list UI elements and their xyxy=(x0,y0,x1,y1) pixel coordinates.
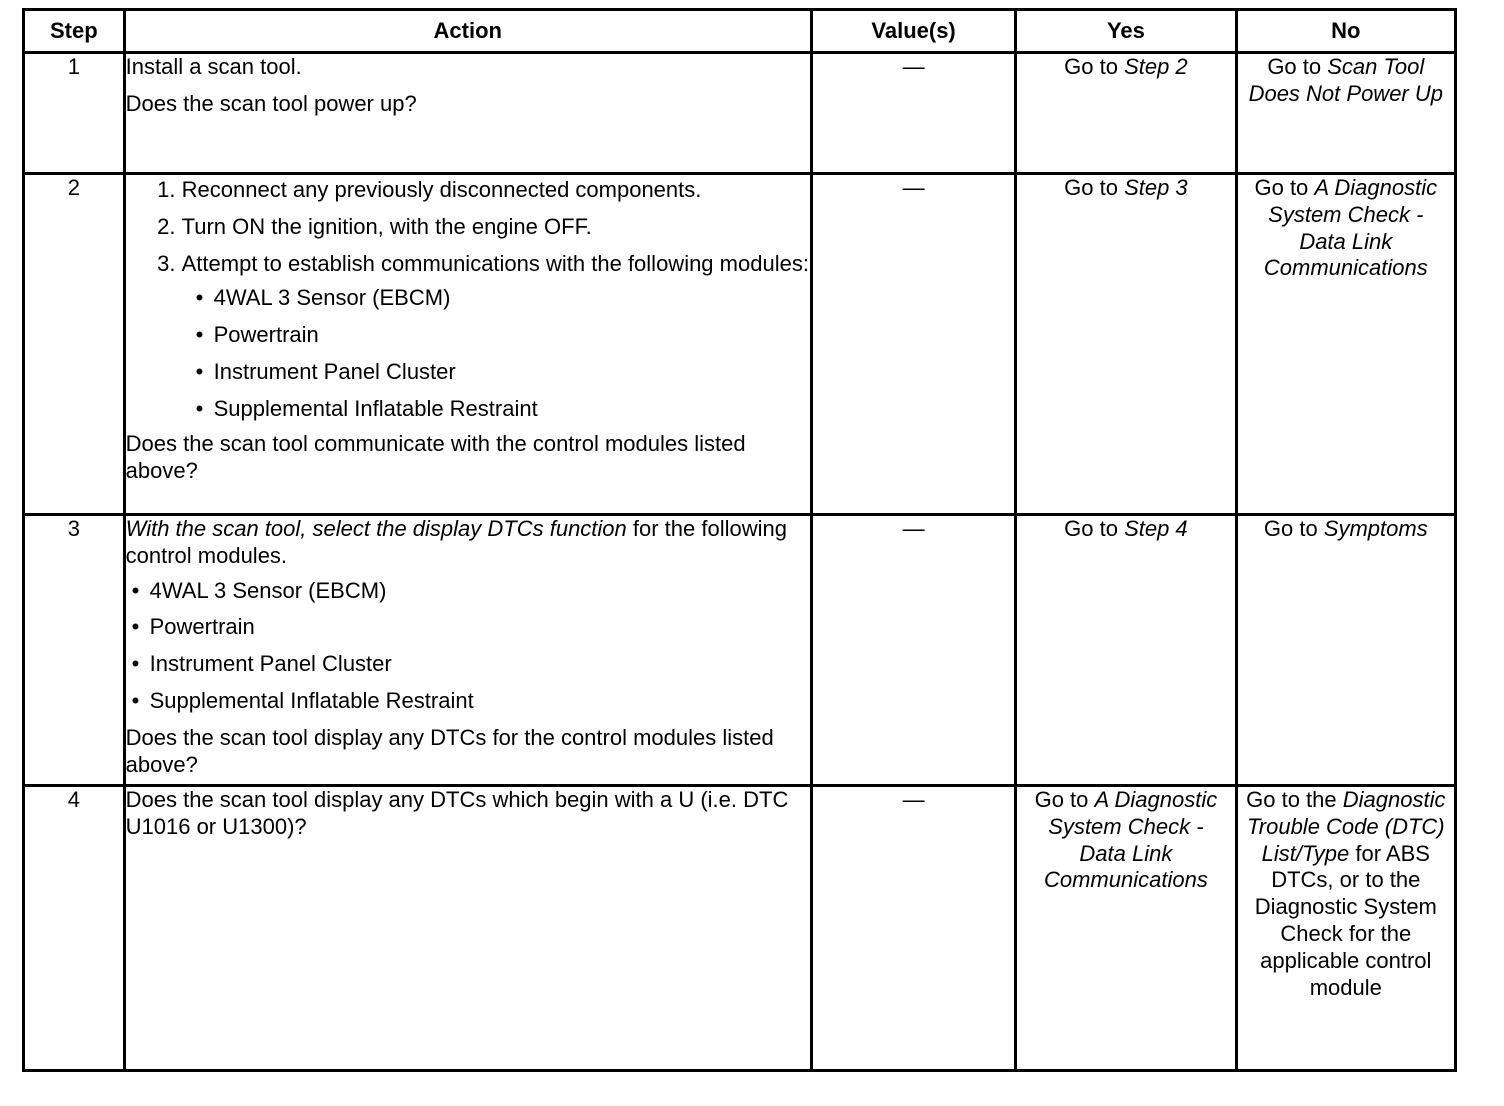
module-item: • Powertrain xyxy=(190,322,810,349)
yes-cell xyxy=(1016,174,1236,515)
module-item: • Supplemental Inflatable Restraint xyxy=(190,396,810,423)
yes-cell xyxy=(1016,53,1236,174)
step-number: 3 xyxy=(24,515,125,786)
module-item: • 4WAL 3 Sensor (EBCM) xyxy=(190,285,810,312)
no-suffix: for ABS DTCs, or to the Diagnostic System Check for the applicable control module xyxy=(1254,840,1437,1000)
action-cell xyxy=(124,786,811,1071)
no-cell xyxy=(1236,174,1455,515)
table-row-step-1 xyxy=(24,53,1456,174)
procedure-step xyxy=(182,251,810,423)
header-step: Step xyxy=(24,10,125,53)
step-number: 2 xyxy=(24,174,125,515)
module-item: • 4WAL 3 Sensor (EBCM) xyxy=(126,578,810,605)
no-prefix: Go to the xyxy=(1246,787,1343,812)
action-cell xyxy=(124,53,811,174)
procedure-step: 2. Turn ON the ignition, with the engine OFF. xyxy=(182,214,810,241)
value-cell: — xyxy=(811,786,1015,1071)
yes-link[interactable]: Step 4 xyxy=(1124,516,1188,541)
value-cell: — xyxy=(811,515,1015,786)
action-intro-italic: With the scan tool, select the display DTCs function xyxy=(125,516,627,541)
yes-link[interactable]: A Diagnostic System Check - Data Link Communications xyxy=(1043,787,1218,893)
yes-prefix: Go to xyxy=(1064,54,1125,79)
no-prefix: Go to xyxy=(1254,175,1315,200)
no-cell xyxy=(1236,53,1455,174)
action-cell xyxy=(124,515,811,786)
no-link[interactable]: Diagnostic Trouble Code (DTC) List/Type xyxy=(1246,787,1446,866)
yes-link[interactable]: Step 3 xyxy=(1124,175,1188,200)
table-row-step-4 xyxy=(24,786,1456,1071)
header-action: Action xyxy=(124,10,811,53)
module-item: • Instrument Panel Cluster xyxy=(190,359,810,386)
table-row-step-3 xyxy=(24,515,1456,786)
header-yes: Yes xyxy=(1016,10,1236,53)
yes-link[interactable]: Step 2 xyxy=(1124,54,1188,79)
yes-prefix: Go to xyxy=(1064,175,1125,200)
procedure-step: 1. Reconnect any previously disconnected components. xyxy=(182,177,810,204)
no-prefix: Go to xyxy=(1267,54,1328,79)
no-link[interactable]: Symptoms xyxy=(1323,516,1428,541)
action-question: Does the scan tool communicate with the control modules listed above? xyxy=(125,430,746,483)
action-question: Does the scan tool power up? xyxy=(125,90,417,116)
no-link[interactable]: Scan Tool Does Not Power Up xyxy=(1248,54,1443,106)
action-intro xyxy=(126,516,810,570)
yes-cell xyxy=(1016,515,1236,786)
action-question: Does the scan tool display any DTCs for the control modules listed above? xyxy=(125,724,774,777)
action-cell xyxy=(124,174,811,515)
module-list xyxy=(162,285,810,422)
action-instruction: Install a scan tool. xyxy=(125,54,302,79)
procedure-step-text: Attempt to establish communications with the following modules: xyxy=(181,250,809,276)
module-list xyxy=(126,578,810,715)
no-link[interactable]: A Diagnostic System Check - Data Link Communications xyxy=(1263,175,1438,281)
diagnostic-table xyxy=(22,8,1457,1072)
no-prefix: Go to xyxy=(1263,516,1324,541)
header-row xyxy=(24,10,1456,53)
value-cell: — xyxy=(811,53,1015,174)
module-item: • Supplemental Inflatable Restraint xyxy=(126,688,810,715)
value-cell: — xyxy=(811,174,1015,515)
yes-prefix: Go to xyxy=(1064,516,1125,541)
no-cell xyxy=(1236,515,1455,786)
no-cell xyxy=(1236,786,1455,1071)
table-row-step-2 xyxy=(24,174,1456,515)
header-no: No xyxy=(1236,10,1455,53)
step-number: 1 xyxy=(24,53,125,174)
procedure-steps xyxy=(126,177,810,423)
module-item: • Powertrain xyxy=(126,614,810,641)
step-number: 4 xyxy=(24,786,125,1071)
yes-prefix: Go to xyxy=(1034,787,1095,812)
action-question: Does the scan tool display any DTCs which begin with a U (i.e. DTC U1016 or U1300)? xyxy=(125,787,789,839)
action-intro-rest: for the following control modules. xyxy=(125,516,787,568)
module-item: • Instrument Panel Cluster xyxy=(126,651,810,678)
yes-cell xyxy=(1016,786,1236,1071)
header-values: Value(s) xyxy=(811,10,1015,53)
